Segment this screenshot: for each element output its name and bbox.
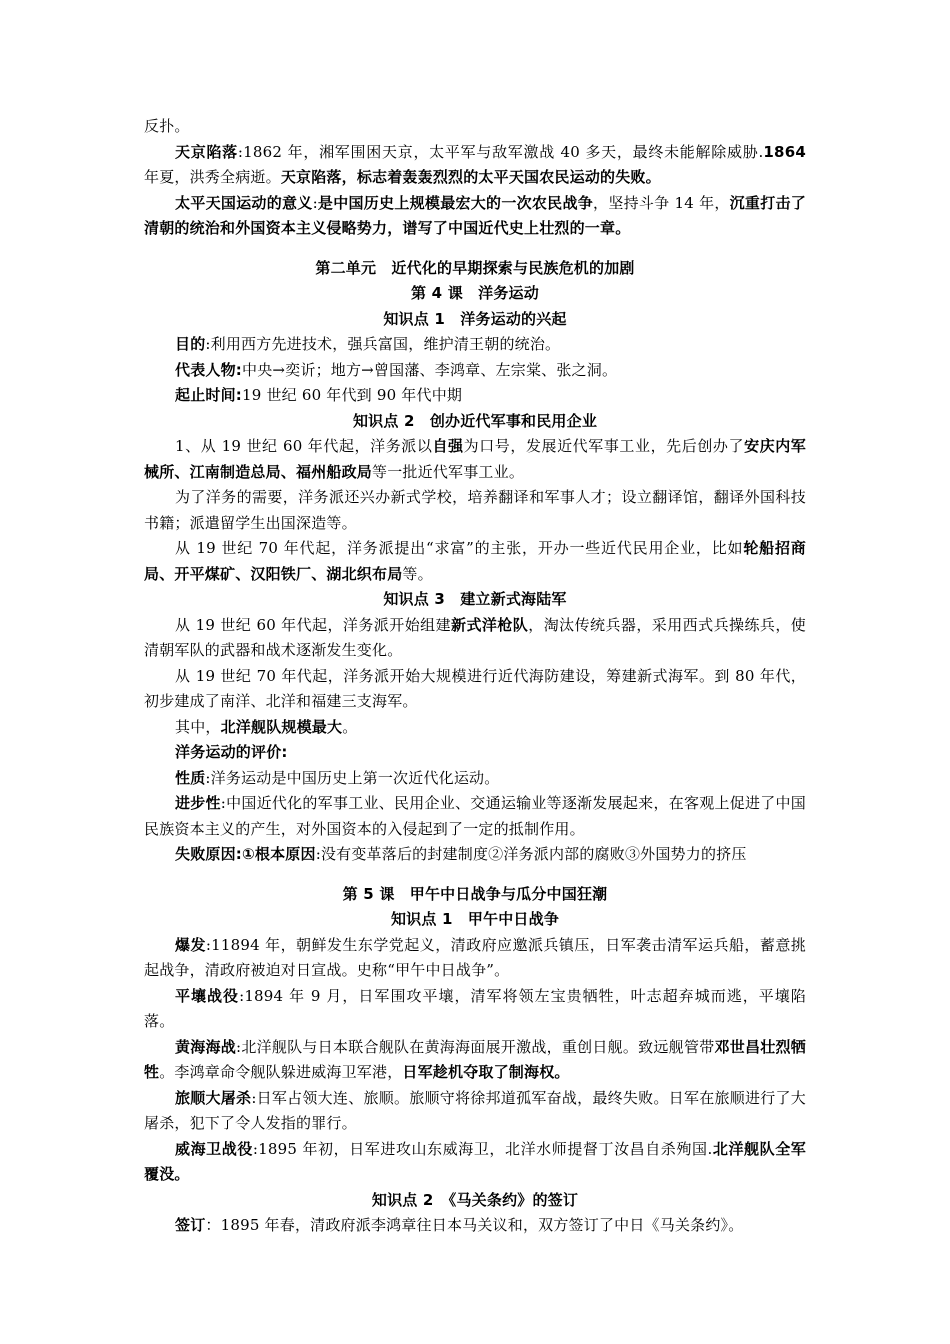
emphasis: 安庆内军械所、江南制造总局、福州船政局 — [144, 437, 807, 481]
knowledge-point-heading: 知识点 1 甲午中日战争 — [390, 910, 560, 928]
term: 旅顺大屠杀 — [175, 1088, 252, 1107]
paragraph-taiping-significance — [144, 191, 806, 242]
text: 1、从 19 世纪 60 年代起，洋务派以 — [175, 437, 433, 455]
text: ，淘汰传统兵器，采用西式兵操练兵，使清朝军队的武器和战术逐渐发生变化。 — [144, 615, 806, 659]
text: :中国近代化的军事工业、民用企业、交通运输业等逐渐发展起来，在客观上促进了中国民族资本主义的产生，对外国资本的入侵起到了一定的抵制作用。 — [144, 794, 807, 838]
text: :1895 年初，日军进攻山东威海卫，北洋水师提督丁汝昌自杀殉国. — [252, 1139, 713, 1158]
paragraph-evaluation-title — [144, 740, 806, 766]
term: 爆发 — [175, 935, 206, 954]
emphasis: 日军趁机夺取了制海权。 — [402, 1063, 570, 1081]
paragraph-nature — [144, 766, 806, 792]
paragraph-new-army — [144, 613, 806, 664]
paragraph — [144, 114, 806, 140]
paragraph-schools — [144, 485, 806, 536]
term: 洋务运动的评价: — [175, 743, 288, 761]
paragraph-tianjing-fall — [144, 140, 806, 191]
text: 为口号，发展近代军事工业，先后创办了 — [463, 437, 745, 455]
text: 从 19 世纪 60 年代起，洋务派开始组建 — [175, 615, 452, 634]
text: 反扑。 — [144, 117, 190, 135]
term: 起止时间: — [175, 386, 242, 404]
emphasis: 新式洋枪队 — [451, 615, 529, 634]
paragraph-signing — [144, 1213, 806, 1239]
lesson-heading: 第 5 课 甲午中日战争与瓜分中国狂潮 — [342, 884, 608, 903]
text: :1894 年 9 月，日军围攻平壤，清军将领左宝贵牺牲，叶志超弃城而逃，平壤陷落。 — [144, 986, 806, 1030]
emphasis: 自强 — [432, 437, 464, 455]
text: :1862 年，湘军围困天京，太平军与敌军激战 40 多天，最终未能解除威胁. — [237, 142, 764, 161]
term: 性质 — [175, 768, 206, 787]
text: :没有变革落后的封建制度②洋务派内部的腐败③外国势力的挤压 — [315, 845, 747, 863]
paragraph-representatives — [144, 358, 806, 384]
paragraph-period — [144, 383, 806, 409]
paragraph-military-industry — [144, 434, 806, 485]
text: : — [312, 193, 318, 212]
paragraph-purpose — [144, 332, 806, 358]
text: 从 19 世纪 70 年代起，洋务派提出“求富”的主张，开办一些近代民用企业，比如 — [175, 539, 744, 557]
paragraph-civil-enterprises — [144, 536, 806, 587]
emphasis: 是中国历史上规模最宏大的一次农民战争 — [317, 193, 594, 212]
text: 19 世纪 60 年代到 90 年代中期 — [242, 386, 463, 404]
lesson-heading: 第 4 课 洋务运动 — [411, 284, 539, 302]
paragraph-weihaiwei — [144, 1137, 806, 1188]
term: 进步性 — [175, 794, 221, 812]
paragraph-navy — [144, 664, 806, 715]
text: 中央→奕䜣；地方→曾国藩、李鸿章、左宗棠、张之洞。 — [242, 360, 618, 379]
text: 年夏，洪秀全病逝。 — [144, 168, 281, 186]
text: 。李鸿章命令舰队躲进威海卫军港， — [159, 1063, 403, 1081]
term: 黄海海战 — [175, 1037, 237, 1056]
text: 为了洋务的需要，洋务派还兴办新式学校，培养翻译和军事人才；设立翻译馆，翻译外国科技书籍；派遣留学生出国深造等。 — [144, 488, 806, 532]
text: :11894 年，朝鲜发生东学党起义，清政府应邀派兵镇压，日军袭击清军运兵船，蓄意挑起战争，清政府被迫对日宣战。史称“甲午中日战争”。 — [144, 935, 806, 979]
paragraph-outbreak — [144, 933, 806, 984]
term: 平壤战役 — [175, 986, 240, 1005]
text: :日军占领大连、旅顺。旅顺守将徐邦道孤军奋战，最终失败。日军在旅顺进行了大屠杀，犯下了令人发指的罪行。 — [144, 1088, 806, 1132]
text: 等。 — [402, 564, 433, 583]
emphasis: 沉重打击了清朝的统治和外国资本主义侵略势力，谱写了中国近代史上壮烈的一章。 — [144, 193, 806, 237]
text: 等一批近代军事工业。 — [372, 462, 525, 481]
paragraph-lushun — [144, 1086, 806, 1137]
term: 天京陷落 — [175, 142, 238, 161]
term: 威海卫战役 — [175, 1139, 253, 1158]
paragraph-progressiveness — [144, 791, 806, 842]
emphasis: 轮船招商局、开平煤矿、汉阳铁厂、湖北织布局 — [144, 539, 806, 583]
text: 。 — [342, 717, 358, 736]
text: ，坚持斗争 14 年， — [593, 193, 730, 212]
paragraph-beiyang — [144, 715, 806, 741]
text: :北洋舰队与日本联合舰队在黄海海面展开激战，重创日舰。致远舰管带 — [236, 1037, 715, 1056]
text: 从 19 世纪 70 年代起，洋务派开始大规模进行近代海防建设，筹建新式海军。到 80 年代，初步建成了南洋、北洋和福建三支海军。 — [144, 666, 806, 710]
paragraph-pyongyang — [144, 984, 806, 1035]
emphasis: 邓世昌壮烈牺牲 — [144, 1037, 806, 1081]
term: 代表人物: — [175, 360, 242, 379]
paragraph-failure-reasons — [144, 842, 806, 868]
knowledge-point-heading: 知识点 2 《马关条约》的签订 — [371, 1190, 579, 1209]
emphasis: 北洋舰队规模最大 — [220, 717, 343, 736]
emphasis: 北洋舰队全军覆没。 — [144, 1139, 806, 1183]
unit-heading: 第二单元 近代化的早期探索与民族危机的加剧 — [315, 258, 635, 277]
text: :利用西方先进技术，强兵富国，维护清王朝的统治。 — [205, 335, 561, 353]
paragraph-yellow-sea — [144, 1035, 806, 1086]
term: 签订 — [175, 1216, 206, 1234]
emphasis: 1864 — [763, 142, 806, 161]
emphasis: 天京陷落，标志着轰轰烈烈的太平天国农民运动的失败。 — [280, 168, 661, 186]
term: 失败原因:①根本原因 — [175, 845, 316, 863]
knowledge-point-heading: 知识点 3 建立新式海陆军 — [383, 590, 567, 608]
term: 目的 — [175, 335, 206, 353]
text: ：1895 年春，清政府派李鸿章往日本马关议和，双方签订了中日《马关条约》。 — [205, 1216, 744, 1234]
text: :洋务运动是中国历史上第一次近代化运动。 — [205, 768, 500, 787]
term: 太平天国运动的意义 — [175, 193, 313, 212]
knowledge-point-heading: 知识点 1 洋务运动的兴起 — [383, 309, 567, 328]
knowledge-point-heading: 知识点 2 创办近代军事和民用企业 — [352, 411, 598, 430]
text: 其中， — [175, 717, 221, 736]
